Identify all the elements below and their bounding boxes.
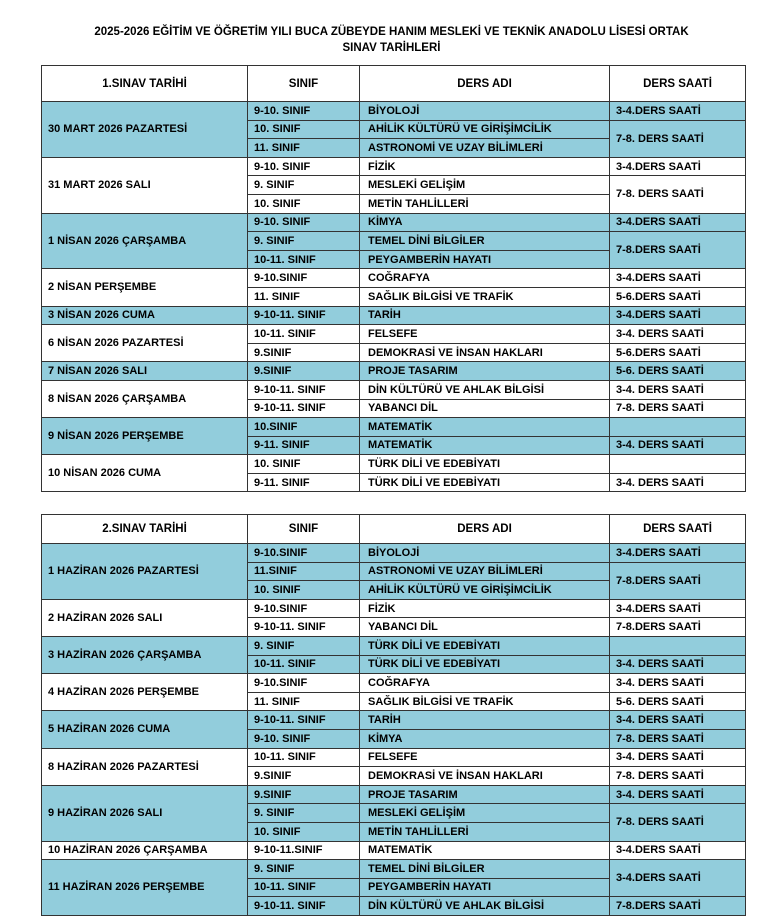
table-row [42, 599, 746, 618]
exam-date-cell: 8 HAZİRAN 2026 PAZARTESİ [42, 748, 248, 785]
class-cell: 10. SINIF [248, 120, 360, 139]
course-hour-cell [610, 455, 746, 474]
table-row [42, 157, 746, 176]
course-name-cell: COĞRAFYA [360, 269, 610, 288]
course-name-cell: DİN KÜLTÜRÜ VE AHLAK BİLGİSİ [360, 897, 610, 916]
course-name-cell: PROJE TASARIM [360, 362, 610, 381]
header-class: SINIF [248, 66, 360, 102]
class-cell: 9-11. SINIF [248, 473, 360, 492]
course-hour-cell: 5-6. DERS SAATİ [610, 362, 746, 381]
course-name-cell: TÜRK DİLİ VE EDEBİYATI [360, 655, 610, 674]
header-course-name: DERS ADI [360, 515, 610, 544]
header-exam-date: 1.SINAV TARİHİ [42, 66, 248, 102]
course-name-cell: DEMOKRASİ VE İNSAN HAKLARI [360, 343, 610, 362]
class-cell: 9-10.SINIF [248, 544, 360, 563]
table-row [42, 860, 746, 879]
class-cell: 9-10. SINIF [248, 729, 360, 748]
class-cell: 11. SINIF [248, 139, 360, 158]
course-name-cell: TARİH [360, 711, 610, 730]
exam-date-cell: 1 NİSAN 2026 ÇARŞAMBA [42, 213, 248, 269]
course-name-cell: TÜRK DİLİ VE EDEBİYATI [360, 455, 610, 474]
exam-date-cell: 7 NİSAN 2026 SALI [42, 362, 248, 381]
course-name-cell: DİN KÜLTÜRÜ VE AHLAK BİLGİSİ [360, 380, 610, 399]
exam-date-cell: 10 NİSAN 2026 CUMA [42, 455, 248, 492]
exam-date-cell: 10 HAZİRAN 2026 ÇARŞAMBA [42, 841, 248, 860]
course-name-cell: TÜRK DİLİ VE EDEBİYATI [360, 473, 610, 492]
course-name-cell: ASTRONOMİ VE UZAY BİLİMLERİ [360, 562, 610, 581]
class-cell: 9-10.SINIF [248, 269, 360, 288]
table-row [42, 418, 746, 437]
course-name-cell: BİYOLOJİ [360, 102, 610, 121]
course-hour-cell: 3-4. DERS SAATİ [610, 380, 746, 399]
course-hour-cell: 5-6. DERS SAATİ [610, 692, 746, 711]
class-cell: 9.SINIF [248, 362, 360, 381]
class-cell: 9-10-11. SINIF [248, 897, 360, 916]
exam-date-cell: 4 HAZİRAN 2026 PERŞEMBE [42, 674, 248, 711]
course-name-cell: YABANCI DİL [360, 618, 610, 637]
class-cell: 9-10-11. SINIF [248, 399, 360, 418]
document-title-line-1: 2025-2026 EĞİTİM VE ÖĞRETİM YILI BUCA ZÜBEYDE HANIM MESLEKİ VE TEKNİK ANADOLU LİSESİ ORTAK [94, 26, 689, 38]
course-hour-cell: 7-8.DERS SAATİ [610, 897, 746, 916]
document-title-line-2: SINAV TARİHLERİ [342, 42, 441, 54]
class-cell: 10-11. SINIF [248, 325, 360, 344]
exam-date-cell: 6 NİSAN 2026 PAZARTESİ [42, 325, 248, 362]
exam-schedule-table-2 [41, 514, 746, 916]
course-name-cell: ASTRONOMİ VE UZAY BİLİMLERİ [360, 139, 610, 158]
exam-date-cell: 2 HAZİRAN 2026 SALI [42, 599, 248, 636]
course-name-cell: FİZİK [360, 157, 610, 176]
class-cell: 9-10-11. SINIF [248, 380, 360, 399]
course-name-cell: MESLEKİ GELİŞİM [360, 804, 610, 823]
class-cell: 11. SINIF [248, 287, 360, 306]
course-hour-cell: 7-8. DERS SAATİ [610, 120, 746, 157]
course-name-cell: METİN TAHLİLLERİ [360, 822, 610, 841]
course-name-cell: KİMYA [360, 213, 610, 232]
class-cell: 10. SINIF [248, 581, 360, 600]
course-hour-cell: 3-4.DERS SAATİ [610, 306, 746, 325]
course-hour-cell: 5-6.DERS SAATİ [610, 343, 746, 362]
course-hour-cell: 7-8. DERS SAATİ [610, 729, 746, 748]
table-row [42, 269, 746, 288]
course-name-cell: DEMOKRASİ VE İNSAN HAKLARI [360, 767, 610, 786]
course-hour-cell: 3-4. DERS SAATİ [610, 655, 746, 674]
course-name-cell: MATEMATİK [360, 436, 610, 455]
class-cell: 9-10-11. SINIF [248, 306, 360, 325]
class-cell: 9-10-11. SINIF [248, 618, 360, 637]
table-row [42, 380, 746, 399]
class-cell: 9.SINIF [248, 767, 360, 786]
exam-date-cell: 5 HAZİRAN 2026 CUMA [42, 711, 248, 748]
table-row [42, 325, 746, 344]
course-hour-cell: 7-8. DERS SAATİ [610, 804, 746, 841]
exam-date-cell: 11 HAZİRAN 2026 PERŞEMBE [42, 860, 248, 916]
course-name-cell: FELSEFE [360, 325, 610, 344]
header-class: SINIF [248, 515, 360, 544]
course-hour-cell: 3-4.DERS SAATİ [610, 157, 746, 176]
class-cell: 9-10. SINIF [248, 157, 360, 176]
course-name-cell: PROJE TASARIM [360, 785, 610, 804]
course-name-cell: PEYGAMBERİN HAYATI [360, 878, 610, 897]
class-cell: 9.SINIF [248, 785, 360, 804]
class-cell: 9-10.SINIF [248, 599, 360, 618]
course-name-cell: KİMYA [360, 729, 610, 748]
class-cell: 9. SINIF [248, 636, 360, 655]
table-row [42, 362, 746, 381]
table-row [42, 306, 746, 325]
course-hour-cell: 7-8.DERS SAATİ [610, 618, 746, 637]
header-course-name: DERS ADI [360, 66, 610, 102]
course-name-cell: AHİLİK KÜLTÜRÜ VE GİRİŞİMCİLİK [360, 581, 610, 600]
course-name-cell: SAĞLIK BİLGİSİ VE TRAFİK [360, 692, 610, 711]
header-course-hour: DERS SAATİ [610, 66, 746, 102]
course-hour-cell: 3-4. DERS SAATİ [610, 674, 746, 693]
course-hour-cell: 7-8. DERS SAATİ [610, 767, 746, 786]
table-row [42, 636, 746, 655]
exam-date-cell: 2 NİSAN PERŞEMBE [42, 269, 248, 306]
table-row [42, 213, 746, 232]
course-name-cell: TEMEL DİNİ BİLGİLER [360, 860, 610, 879]
course-name-cell: COĞRAFYA [360, 674, 610, 693]
exam-schedule-table-1 [41, 65, 746, 492]
course-hour-cell [610, 636, 746, 655]
table-row [42, 711, 746, 730]
table-row [42, 785, 746, 804]
table-row [42, 102, 746, 121]
course-name-cell: MATEMATİK [360, 418, 610, 437]
course-name-cell: AHİLİK KÜLTÜRÜ VE GİRİŞİMCİLİK [360, 120, 610, 139]
course-hour-cell: 3-4.DERS SAATİ [610, 841, 746, 860]
course-name-cell: TARİH [360, 306, 610, 325]
class-cell: 10.SINIF [248, 418, 360, 437]
course-hour-cell: 3-4.DERS SAATİ [610, 860, 746, 897]
class-cell: 9-10.SINIF [248, 674, 360, 693]
course-name-cell: PEYGAMBERİN HAYATI [360, 250, 610, 269]
class-cell: 9. SINIF [248, 176, 360, 195]
class-cell: 10-11. SINIF [248, 878, 360, 897]
class-cell: 10. SINIF [248, 455, 360, 474]
class-cell: 9-10-11. SINIF [248, 711, 360, 730]
course-hour-cell: 3-4. DERS SAATİ [610, 748, 746, 767]
table-row [42, 544, 746, 563]
exam-date-cell: 9 NİSAN 2026 PERŞEMBE [42, 418, 248, 455]
course-hour-cell: 3-4. DERS SAATİ [610, 711, 746, 730]
class-cell: 11. SINIF [248, 692, 360, 711]
class-cell: 9-10. SINIF [248, 213, 360, 232]
class-cell: 9-10. SINIF [248, 102, 360, 121]
course-name-cell: FELSEFE [360, 748, 610, 767]
table-row [42, 455, 746, 474]
course-hour-cell: 5-6.DERS SAATİ [610, 287, 746, 306]
course-name-cell: FİZİK [360, 599, 610, 618]
exam-date-cell: 30 MART 2026 PAZARTESİ [42, 102, 248, 158]
class-cell: 9. SINIF [248, 232, 360, 251]
exam-date-cell: 31 MART 2026 SALI [42, 157, 248, 213]
course-hour-cell: 3-4.DERS SAATİ [610, 269, 746, 288]
exam-date-cell: 3 HAZİRAN 2026 ÇARŞAMBA [42, 636, 248, 673]
class-cell: 9. SINIF [248, 860, 360, 879]
course-hour-cell: 7-8.DERS SAATİ [610, 232, 746, 269]
class-cell: 9. SINIF [248, 804, 360, 823]
class-cell: 10. SINIF [248, 194, 360, 213]
table-row [42, 841, 746, 860]
class-cell: 10-11. SINIF [248, 748, 360, 767]
course-name-cell: YABANCI DİL [360, 399, 610, 418]
class-cell: 11.SINIF [248, 562, 360, 581]
course-name-cell: TEMEL DİNİ BİLGİLER [360, 232, 610, 251]
exam-date-cell: 1 HAZİRAN 2026 PAZARTESİ [42, 544, 248, 600]
course-name-cell: MESLEKİ GELİŞİM [360, 176, 610, 195]
course-name-cell: BİYOLOJİ [360, 544, 610, 563]
class-cell: 9-10-11.SINIF [248, 841, 360, 860]
course-name-cell: METİN TAHLİLLERİ [360, 194, 610, 213]
table-row [42, 748, 746, 767]
course-hour-cell: 3-4. DERS SAATİ [610, 473, 746, 492]
header-course-hour: DERS SAATİ [610, 515, 746, 544]
course-hour-cell: 7-8.DERS SAATİ [610, 562, 746, 599]
course-hour-cell: 3-4. DERS SAATİ [610, 436, 746, 455]
exam-date-cell: 8 NİSAN 2026 ÇARŞAMBA [42, 380, 248, 417]
class-cell: 10. SINIF [248, 822, 360, 841]
course-hour-cell: 3-4. DERS SAATİ [610, 325, 746, 344]
course-name-cell: MATEMATİK [360, 841, 610, 860]
course-name-cell: SAĞLIK BİLGİSİ VE TRAFİK [360, 287, 610, 306]
class-cell: 9-11. SINIF [248, 436, 360, 455]
exam-date-cell: 3 NİSAN 2026 CUMA [42, 306, 248, 325]
class-cell: 10-11. SINIF [248, 655, 360, 674]
course-hour-cell: 7-8. DERS SAATİ [610, 176, 746, 213]
class-cell: 9.SINIF [248, 343, 360, 362]
course-hour-cell: 3-4.DERS SAATİ [610, 599, 746, 618]
header-exam-date: 2.SINAV TARİHİ [42, 515, 248, 544]
class-cell: 10-11. SINIF [248, 250, 360, 269]
exam-date-cell: 9 HAZİRAN 2026 SALI [42, 785, 248, 841]
course-name-cell: TÜRK DİLİ VE EDEBİYATI [360, 636, 610, 655]
course-hour-cell: 3-4.DERS SAATİ [610, 102, 746, 121]
table-row [42, 674, 746, 693]
course-hour-cell [610, 418, 746, 437]
course-hour-cell: 3-4. DERS SAATİ [610, 785, 746, 804]
course-hour-cell: 3-4.DERS SAATİ [610, 544, 746, 563]
course-hour-cell: 7-8. DERS SAATİ [610, 399, 746, 418]
course-hour-cell: 3-4.DERS SAATİ [610, 213, 746, 232]
